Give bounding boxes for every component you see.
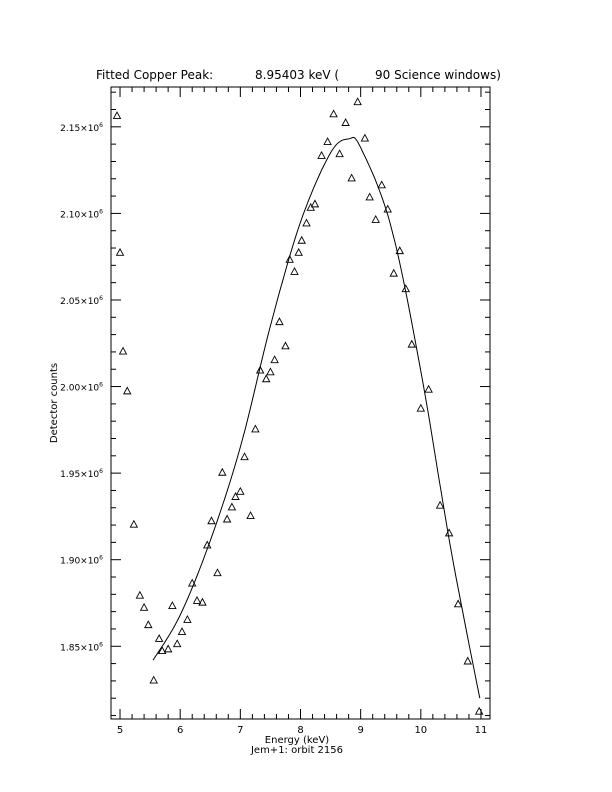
x-tick-label: 9 bbox=[357, 725, 364, 736]
data-point-triangle bbox=[361, 135, 368, 142]
chart-subtitle: Jem+1: orbit 2156 bbox=[250, 745, 344, 756]
data-point-triangle bbox=[114, 112, 121, 119]
title-science-windows: 90 Science windows) bbox=[375, 68, 501, 82]
data-point-triangle bbox=[354, 98, 361, 105]
y-tick-label: $2.05\times 10^6$ bbox=[60, 294, 103, 307]
data-point-triangle bbox=[390, 270, 397, 277]
data-point-triangle bbox=[271, 356, 278, 363]
x-axis-label: Energy (keV) bbox=[264, 735, 330, 746]
data-point-triangle bbox=[241, 453, 248, 460]
data-point-triangle bbox=[224, 516, 231, 523]
data-point-triangle bbox=[336, 150, 343, 157]
x-tick-label: 11 bbox=[474, 725, 488, 736]
data-point-triangle bbox=[267, 368, 274, 375]
plot-frame bbox=[111, 87, 490, 719]
data-point-triangle bbox=[303, 219, 310, 226]
title-peak-value: 8.95403 keV ( bbox=[255, 68, 340, 82]
data-point-triangle bbox=[476, 708, 483, 715]
data-point-triangle bbox=[169, 602, 176, 609]
data-point-triangle bbox=[348, 174, 355, 181]
data-point-triangle bbox=[446, 529, 453, 536]
y-tick-label: $2.15\times 10^6$ bbox=[60, 121, 103, 134]
x-tick-label: 7 bbox=[237, 725, 244, 736]
data-point-triangle bbox=[342, 119, 349, 126]
data-point-triangle bbox=[464, 657, 471, 664]
data-point-triangle bbox=[136, 592, 143, 599]
data-point-triangle bbox=[324, 138, 331, 145]
data-point-triangle bbox=[156, 635, 163, 642]
data-point-triangle bbox=[378, 181, 385, 188]
data-point-triangle bbox=[150, 677, 157, 684]
x-tick-label: 6 bbox=[176, 725, 184, 736]
data-point-triangle bbox=[408, 341, 415, 348]
data-point-triangle bbox=[208, 517, 215, 524]
data-point-triangle bbox=[425, 386, 432, 393]
data-point-triangle bbox=[372, 216, 379, 223]
data-point-triangle bbox=[228, 503, 235, 510]
y-tick-label: $2.10\times 10^6$ bbox=[60, 208, 103, 221]
y-tick-label: $1.95\times 10^6$ bbox=[60, 468, 103, 481]
axis-ticks bbox=[111, 87, 490, 719]
x-tick-label: 5 bbox=[116, 725, 124, 736]
data-point-triangle bbox=[366, 193, 373, 200]
data-point-triangle bbox=[130, 521, 137, 528]
data-point-triangle bbox=[252, 425, 259, 432]
data-point-triangle bbox=[174, 640, 181, 647]
x-tick-label: 8 bbox=[297, 725, 304, 736]
data-point-triangle bbox=[219, 469, 226, 476]
data-point-triangle bbox=[237, 488, 244, 495]
y-tick-label: $2.00\times 10^6$ bbox=[60, 381, 103, 394]
y-tick-label: $1.90\times 10^6$ bbox=[60, 554, 103, 567]
y-tick-label: $1.85\times 10^6$ bbox=[60, 641, 103, 654]
data-point-triangle bbox=[276, 318, 283, 325]
data-point-triangle bbox=[417, 405, 424, 412]
tick-labels bbox=[60, 122, 487, 736]
x-tick-label: 10 bbox=[414, 725, 428, 736]
title-label: Fitted Copper Peak: bbox=[96, 68, 214, 82]
data-point-triangle bbox=[178, 628, 185, 635]
data-point-triangle bbox=[330, 110, 337, 117]
data-point-triangle bbox=[165, 645, 172, 652]
chart-title bbox=[96, 68, 501, 82]
data-point-triangle bbox=[247, 512, 254, 519]
data-point-triangle bbox=[298, 237, 305, 244]
y-axis-label: Detector counts bbox=[49, 362, 60, 444]
data-point-triangle bbox=[295, 249, 302, 256]
data-point-triangle bbox=[282, 342, 289, 349]
data-point-triangle bbox=[184, 616, 191, 623]
data-point-triangle bbox=[318, 152, 325, 159]
data-point-triangle bbox=[145, 621, 152, 628]
data-point-triangle bbox=[141, 604, 148, 611]
gaussian-fit-curve bbox=[153, 137, 480, 698]
data-point-triangle bbox=[120, 348, 127, 355]
data-point-triangle bbox=[124, 387, 131, 394]
data-point-triangle bbox=[194, 597, 201, 604]
data-point-triangle bbox=[263, 375, 270, 382]
data-point-triangle bbox=[214, 569, 221, 576]
data-point-triangle bbox=[311, 200, 318, 207]
data-point-triangle bbox=[117, 249, 124, 256]
data-point-triangle bbox=[291, 268, 298, 275]
